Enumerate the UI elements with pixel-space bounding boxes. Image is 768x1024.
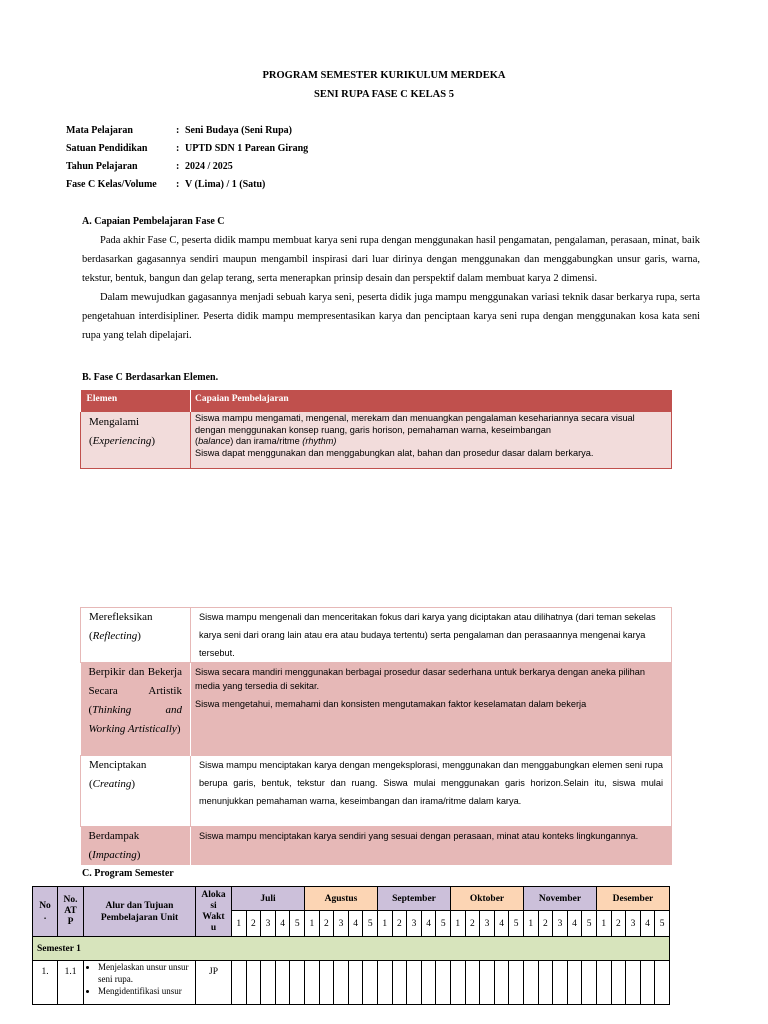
week-cell bbox=[290, 961, 305, 1005]
week-header: 5 bbox=[655, 911, 670, 937]
header-no-atp: No. AT P bbox=[58, 887, 84, 937]
document-title: PROGRAM SEMESTER KURIKULUM MERDEKA bbox=[262, 70, 506, 81]
element-english: Experiencing bbox=[92, 435, 152, 447]
element-english: Thinking and Working Artistically bbox=[88, 704, 182, 735]
row-no: 1. bbox=[33, 961, 58, 1005]
week-header: 4 bbox=[275, 911, 290, 937]
week-header: 5 bbox=[363, 911, 378, 937]
capaian-cell bbox=[191, 663, 672, 756]
month-header: Juli bbox=[232, 887, 305, 911]
element-name: Berpikir dan Bekerja Secara Artistik bbox=[88, 666, 182, 697]
capaian-cell: Siswa mampu menciptakan karya dengan mengeksplorasi, menggunakan dan menggabungkan elemen seni rupa berupa garis, bentuk, tekstur dan ruang. Siswa mulai menggunakan garis horizon.Selain itu, siswa mulai menunjukkan pemahaman warna, keseimbangan dan irama/ritme dalam karya. bbox=[191, 756, 672, 827]
table-row bbox=[81, 412, 672, 468]
capaian-text: dan irama/ritme bbox=[235, 436, 300, 446]
capaian-cell: Siswa mampu mengenali dan menceritakan fokus dari karya yang diciptakan atau dilihatnya (dari teman sekelas karya seni dari orang lain atau era atau budaya tertentu) serta pengalaman dan perasaannya mengenai karya tersebut. bbox=[191, 608, 672, 663]
document-subtitle: SENI RUPA FASE C KELAS 5 bbox=[314, 89, 454, 100]
week-header: 5 bbox=[436, 911, 451, 937]
week-header: 2 bbox=[319, 911, 334, 937]
week-cell bbox=[596, 961, 611, 1005]
week-header: 2 bbox=[246, 911, 261, 937]
element-cell: Menciptakan (Creating) bbox=[81, 756, 191, 827]
list-item: • Mengidentifikasi unsur bbox=[98, 985, 195, 997]
week-header: 1 bbox=[523, 911, 538, 937]
week-cell bbox=[275, 961, 290, 1005]
section-a-heading: A. Capaian Pembelajaran Fase C bbox=[82, 216, 225, 227]
paragraph: Pada akhir Fase C, peserta didik mampu membuat karya seni rupa dengan menggunakan hasil pengamatan, pengalaman, perasaan, minat, baik berdasarkan gagasannya sendiri maupun mengambil inspirasi dari luar dirinya dengan menggunakan dan menggabungkan unsur garis, warna, tekstur, bentuk, bangun dan gelap terang, serta menerapkan prinsip desain dan perspektif dalam membuat karya 2 dimensi. bbox=[82, 235, 700, 284]
element-english: Creating bbox=[92, 778, 132, 790]
month-header: September bbox=[378, 887, 451, 911]
month-header: November bbox=[523, 887, 596, 911]
week-cell bbox=[378, 961, 393, 1005]
week-header: 4 bbox=[567, 911, 582, 937]
week-cell bbox=[305, 961, 320, 1005]
capaian-text: Siswa mengetahui, memahami dan konsisten mengutamakan faktor keselamatan dalam bekerja bbox=[195, 699, 587, 709]
element-english: Impacting bbox=[92, 849, 137, 861]
alur-list bbox=[84, 961, 195, 997]
week-header: 3 bbox=[553, 911, 568, 937]
header-capaian: Capaian Pembelajaran bbox=[191, 390, 672, 412]
element-name: Berdampak bbox=[88, 830, 140, 842]
table-row bbox=[81, 663, 672, 756]
week-header: 4 bbox=[494, 911, 509, 937]
week-cell bbox=[436, 961, 451, 1005]
week-cell bbox=[509, 961, 524, 1005]
element-cell: Mengalami (Experiencing) bbox=[81, 412, 191, 468]
week-header: 2 bbox=[465, 911, 480, 937]
week-cell bbox=[553, 961, 568, 1005]
header-alur: Alur dan Tujuan Pembelajaran Unit bbox=[84, 887, 196, 937]
meta-row: Satuan Pendidikan : UPTD SDN 1 Parean Girang bbox=[66, 143, 309, 154]
week-header: 1 bbox=[378, 911, 393, 937]
header-alokasi: Aloka si Wakt u bbox=[196, 887, 232, 937]
header-elemen: Elemen bbox=[86, 394, 118, 404]
row-atp: 1.1 bbox=[58, 961, 84, 1005]
capaian-text: Siswa mampu mengamati, mengenal, merekam dan menuangkan pengalaman kesehariannya secara visual dengan menggunakan konsep ruang, garis horison, pemahaman warna, keseimbangan bbox=[195, 413, 635, 435]
week-header: 3 bbox=[334, 911, 349, 937]
meta-value: V (Lima) / 1 (Satu) bbox=[185, 179, 266, 190]
capaian-term: rhythm bbox=[305, 436, 334, 446]
section-a-body bbox=[82, 231, 700, 345]
capaian-term-wrap: (rhythm) bbox=[302, 436, 337, 446]
program-semester-table bbox=[32, 886, 670, 1005]
month-header: Desember bbox=[596, 887, 669, 911]
element-cell: Berdampak (Impacting) bbox=[88, 830, 141, 861]
list-item: • Menjelaskan unsur unsur seni rupa. bbox=[98, 961, 195, 985]
element-name: Menciptakan bbox=[89, 759, 147, 771]
week-header: 2 bbox=[392, 911, 407, 937]
week-cell bbox=[655, 961, 670, 1005]
capaian-text: Siswa secara mandiri menggunakan berbagai prosedur dasar sederhana untuk berkarya dengan aneka pilihan media yang tersedia di sekitar. bbox=[195, 667, 645, 691]
week-header: 1 bbox=[232, 911, 247, 937]
section-b-heading: B. Fase C Berdasarkan Elemen. bbox=[82, 372, 219, 383]
week-header: 1 bbox=[305, 911, 320, 937]
paragraph: Dalam mewujudkan gagasannya menjadi sebuah karya seni, peserta didik juga mampu menggunakan variasi teknik dasar berkarya rupa, serta pengetahuan interdisipliner. Peserta didik mampu mempresentasikan karya dan penciptaan karya seni rupa dengan menggunakan kosa kata seni rupa yang telah dipelajari. bbox=[82, 292, 700, 341]
table-row bbox=[81, 827, 672, 866]
element-table bbox=[80, 390, 672, 469]
table-header-row bbox=[33, 887, 670, 911]
month-header: Agustus bbox=[305, 887, 378, 911]
week-cell bbox=[523, 961, 538, 1005]
week-header: 5 bbox=[509, 911, 524, 937]
meta-value: Seni Budaya (Seni Rupa) bbox=[185, 125, 292, 136]
element-english: Reflecting bbox=[92, 630, 138, 642]
week-header: 5 bbox=[582, 911, 597, 937]
week-header: 4 bbox=[421, 911, 436, 937]
week-cell bbox=[232, 961, 247, 1005]
week-cell bbox=[392, 961, 407, 1005]
element-name: Mengalami bbox=[89, 416, 140, 428]
month-header: Oktober bbox=[451, 887, 524, 911]
week-cell bbox=[348, 961, 363, 1005]
week-header: 1 bbox=[596, 911, 611, 937]
week-cell bbox=[465, 961, 480, 1005]
capaian-term: balance bbox=[198, 436, 231, 446]
week-cell bbox=[246, 961, 261, 1005]
week-header: 4 bbox=[348, 911, 363, 937]
capaian-text: Siswa dapat menggunakan dan menggabungkan alat, bahan dan prosedur dasar dalam berkarya. bbox=[195, 447, 594, 458]
week-cell bbox=[480, 961, 495, 1005]
semester-row bbox=[33, 937, 670, 961]
week-header: 3 bbox=[626, 911, 641, 937]
week-cell bbox=[582, 961, 597, 1005]
meta-row: Tahun Pelajaran : 2024 / 2025 bbox=[66, 161, 233, 172]
semester-label: Semester 1 bbox=[33, 937, 670, 961]
week-cell bbox=[538, 961, 553, 1005]
week-cell bbox=[611, 961, 626, 1005]
meta-label: Mata Pelajaran bbox=[66, 125, 133, 136]
meta-value: UPTD SDN 1 Parean Girang bbox=[185, 143, 309, 154]
table-row bbox=[33, 961, 670, 1005]
week-header: 2 bbox=[611, 911, 626, 937]
table-row bbox=[81, 608, 672, 663]
table-header-row bbox=[81, 390, 672, 412]
meta-value: 2024 / 2025 bbox=[185, 161, 233, 172]
capaian-cell: Siswa mampu menciptakan karya sendiri yang sesuai dengan perasaan, minat atau konteks lingkungannya. bbox=[191, 827, 672, 866]
week-header: 5 bbox=[290, 911, 305, 937]
week-header: 3 bbox=[480, 911, 495, 937]
meta-label: Tahun Pelajaran bbox=[66, 161, 138, 172]
week-cell bbox=[319, 961, 334, 1005]
week-cell bbox=[421, 961, 436, 1005]
week-header: 4 bbox=[640, 911, 655, 937]
row-jp: JP bbox=[196, 961, 232, 1005]
table-row bbox=[81, 756, 672, 827]
week-cell bbox=[451, 961, 466, 1005]
week-header: 3 bbox=[407, 911, 422, 937]
meta-label: Satuan Pendidikan bbox=[66, 143, 148, 154]
week-cell bbox=[567, 961, 582, 1005]
element-cell: Merefleksikan (Reflecting) bbox=[81, 608, 191, 663]
capaian-cell: Siswa mampu mengamati, mengenal, merekam dan menuangkan pengalaman kesehariannya secara visual dengan menggunakan konsep ruang, garis horison, pemahaman warna, keseimbangan (balance) dan irama/ritme (rhythm) Siswa dapat menggunakan dan menggabungkan alat, bahan dan prosedur dasar dalam berkarya. bbox=[191, 412, 672, 468]
week-header: 2 bbox=[538, 911, 553, 937]
week-cell bbox=[407, 961, 422, 1005]
element-name: Merefleksikan bbox=[89, 611, 153, 623]
week-header: 1 bbox=[451, 911, 466, 937]
element-cell: Berpikir dan Bekerja Secara Artistik (Thinking and Working Artistically) bbox=[88, 666, 182, 735]
meta-label: Fase C Kelas/Volume bbox=[66, 179, 157, 190]
row-alur bbox=[84, 961, 196, 1005]
week-cell bbox=[261, 961, 276, 1005]
week-cell bbox=[640, 961, 655, 1005]
meta-row: Mata Pelajaran : Seni Budaya (Seni Rupa) bbox=[66, 125, 292, 136]
week-header: 3 bbox=[261, 911, 276, 937]
week-cell bbox=[363, 961, 378, 1005]
header-no: No . bbox=[33, 887, 58, 937]
section-c-heading: C. Program Semester bbox=[82, 868, 174, 879]
week-cell bbox=[334, 961, 349, 1005]
week-cell bbox=[494, 961, 509, 1005]
week-cell bbox=[626, 961, 641, 1005]
meta-row: Fase C Kelas/Volume : V (Lima) / 1 (Satu) bbox=[66, 179, 266, 190]
element-table-continued bbox=[80, 607, 672, 865]
